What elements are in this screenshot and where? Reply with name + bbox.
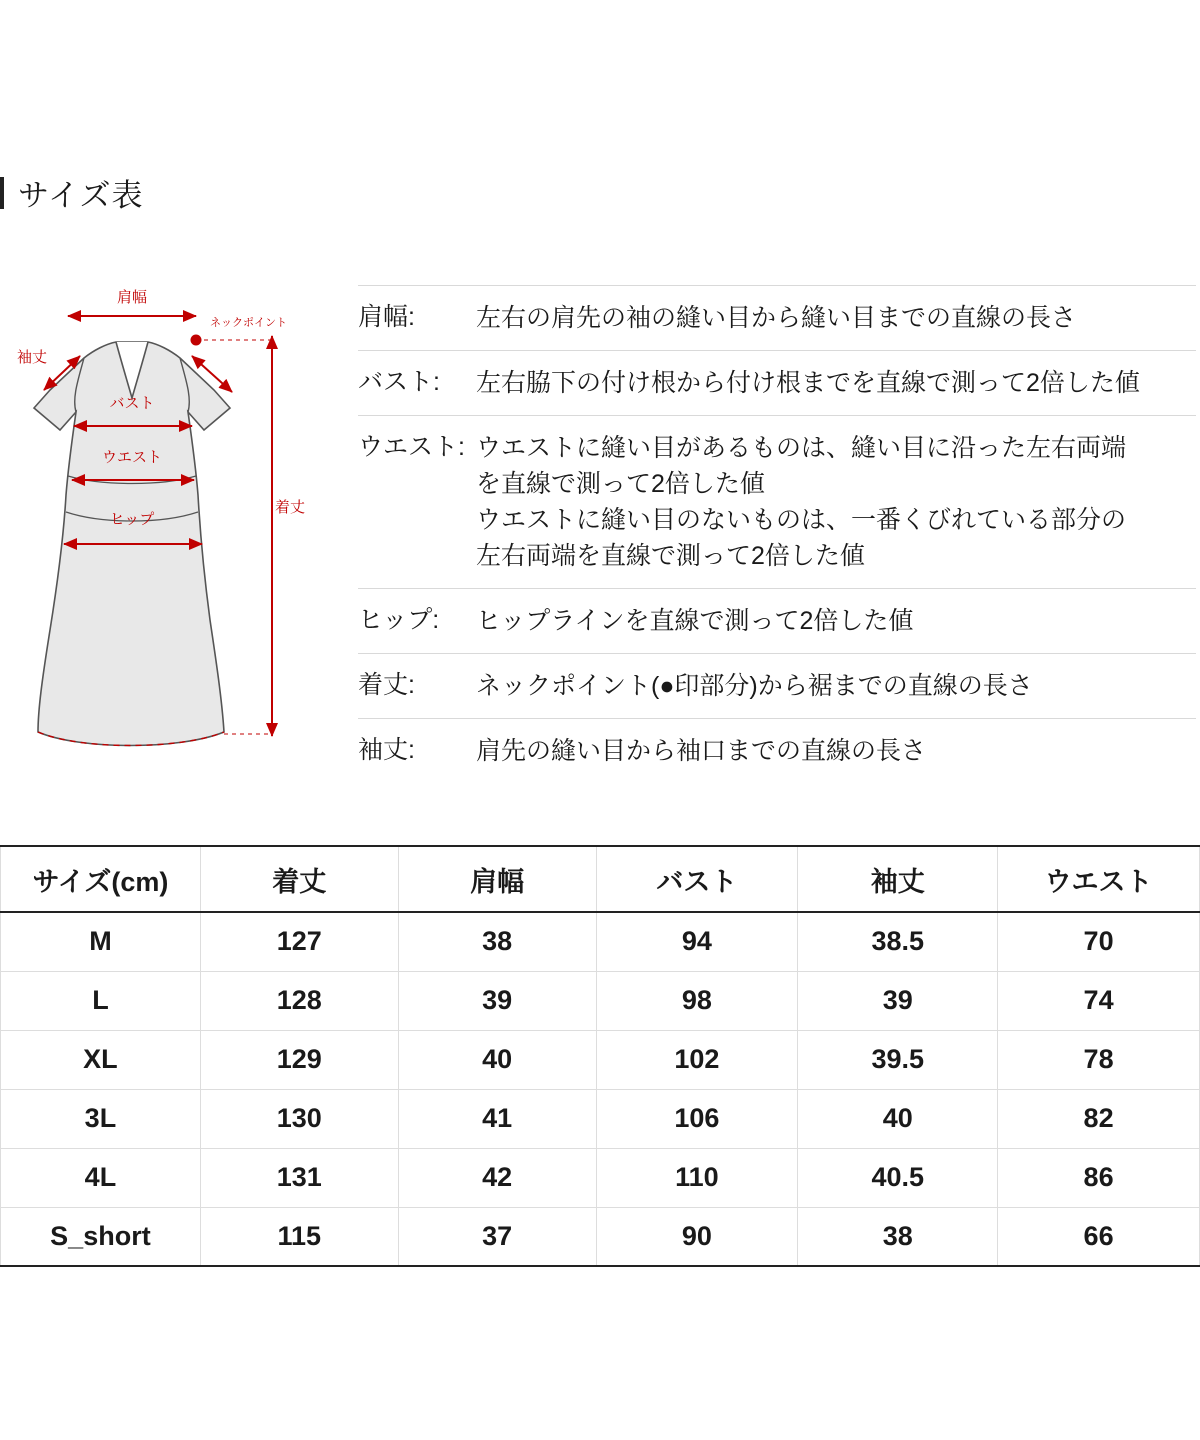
table-cell: 110	[596, 1148, 798, 1207]
table-row	[1, 1089, 1200, 1148]
table-row	[1, 1207, 1200, 1266]
definition-term: 袖丈:	[358, 736, 415, 764]
definition-line: ネックポイント(●印部分)から裾までの直線の長さ	[476, 672, 1033, 700]
definition-description	[476, 733, 1196, 769]
table-row	[1, 1030, 1200, 1089]
table-cell: 66	[998, 1207, 1200, 1266]
table-cell: 70	[998, 912, 1200, 971]
table-cell: 40	[798, 1089, 998, 1148]
table-row	[1, 1148, 1200, 1207]
table-cell: 39	[798, 971, 998, 1030]
measure-shoulder	[68, 289, 196, 316]
dress-measurement-diagram	[10, 280, 350, 790]
table-cell: 42	[398, 1148, 596, 1207]
label-sleeve: 袖丈	[16, 349, 48, 366]
size-table	[0, 845, 1200, 1267]
table-cell: 98	[596, 971, 798, 1030]
table-cell: 39.5	[798, 1030, 998, 1089]
table-cell: 102	[596, 1030, 798, 1089]
definition-line: 左右の肩先の袖の縫い目から縫い目までの直線の長さ	[476, 304, 1077, 332]
definition-line: ヒップラインを直線で測って2倍した値	[476, 607, 914, 635]
definition-description	[476, 430, 1196, 574]
table-cell: 40	[398, 1030, 596, 1089]
definition-term: 着丈:	[358, 671, 415, 699]
definition-line: ウエストに縫い目があるものは、縫い目に沿った左右両端	[476, 434, 1127, 462]
definition-line: 肩先の縫い目から袖口までの直線の長さ	[476, 737, 927, 765]
table-cell: 129	[200, 1030, 398, 1089]
table-header-cell: バスト	[596, 846, 798, 912]
table-cell: 86	[998, 1148, 1200, 1207]
definition-row	[358, 589, 1196, 654]
table-header-cell: ウエスト	[998, 846, 1200, 912]
label-neck-point: ネックポイント	[210, 317, 287, 329]
definition-term: ヒップ:	[358, 606, 440, 634]
table-cell: 90	[596, 1207, 798, 1266]
table-cell: 39	[398, 971, 596, 1030]
table-header-cell: 着丈	[200, 846, 398, 912]
table-cell: 106	[596, 1089, 798, 1148]
definition-row	[358, 351, 1196, 416]
title-text: サイズ表	[18, 178, 144, 213]
label-hip: ヒップ	[109, 511, 155, 528]
table-cell: 82	[998, 1089, 1200, 1148]
table-header-cell: サイズ(cm)	[1, 846, 201, 912]
definition-row	[358, 285, 1196, 351]
page-title	[0, 170, 144, 215]
definition-line: 左右脇下の付け根から付け根までを直線で測って2倍した値	[476, 369, 1140, 397]
definition-term: バスト:	[358, 368, 440, 396]
definition-line: 左右両端を直線で測って2倍した値	[476, 542, 865, 570]
table-cell: 127	[200, 912, 398, 971]
definition-row	[358, 719, 1196, 783]
table-cell: 128	[200, 971, 398, 1030]
table-cell: S_short	[1, 1207, 201, 1266]
table-cell: 38.5	[798, 912, 998, 971]
table-cell: M	[1, 912, 201, 971]
table-header-row	[1, 846, 1200, 912]
definition-term: ウエスト:	[358, 433, 465, 461]
table-header-cell: 袖丈	[798, 846, 998, 912]
label-shoulder: 肩幅	[116, 289, 148, 306]
label-bust: バスト	[109, 395, 155, 412]
title-accent-bar	[0, 177, 4, 209]
definition-row	[358, 416, 1196, 589]
table-cell: 131	[200, 1148, 398, 1207]
table-cell: 37	[398, 1207, 596, 1266]
table-cell: 94	[596, 912, 798, 971]
table-row	[1, 912, 1200, 971]
table-header-cell: 肩幅	[398, 846, 596, 912]
label-length: 着丈	[274, 499, 306, 516]
table-cell: 74	[998, 971, 1200, 1030]
measurement-definitions	[358, 285, 1196, 783]
definition-description	[476, 668, 1196, 704]
label-waist: ウエスト	[101, 449, 163, 466]
table-cell: 38	[798, 1207, 998, 1266]
definition-line: ウエストに縫い目のないものは、一番くびれている部分の	[476, 506, 1127, 534]
table-cell: 41	[398, 1089, 596, 1148]
table-cell: 38	[398, 912, 596, 971]
definition-line: を直線で測って2倍した値	[476, 470, 765, 498]
table-cell: 78	[998, 1030, 1200, 1089]
table-cell: 130	[200, 1089, 398, 1148]
definition-description	[476, 603, 1196, 639]
definition-term: 肩幅:	[358, 303, 415, 331]
definition-row	[358, 654, 1196, 719]
table-cell: 4L	[1, 1148, 201, 1207]
table-cell: 3L	[1, 1089, 201, 1148]
definition-description	[476, 365, 1196, 401]
table-cell: XL	[1, 1030, 201, 1089]
table-cell: L	[1, 971, 201, 1030]
table-cell: 115	[200, 1207, 398, 1266]
definition-description	[476, 300, 1196, 336]
table-cell: 40.5	[798, 1148, 998, 1207]
table-row	[1, 971, 1200, 1030]
